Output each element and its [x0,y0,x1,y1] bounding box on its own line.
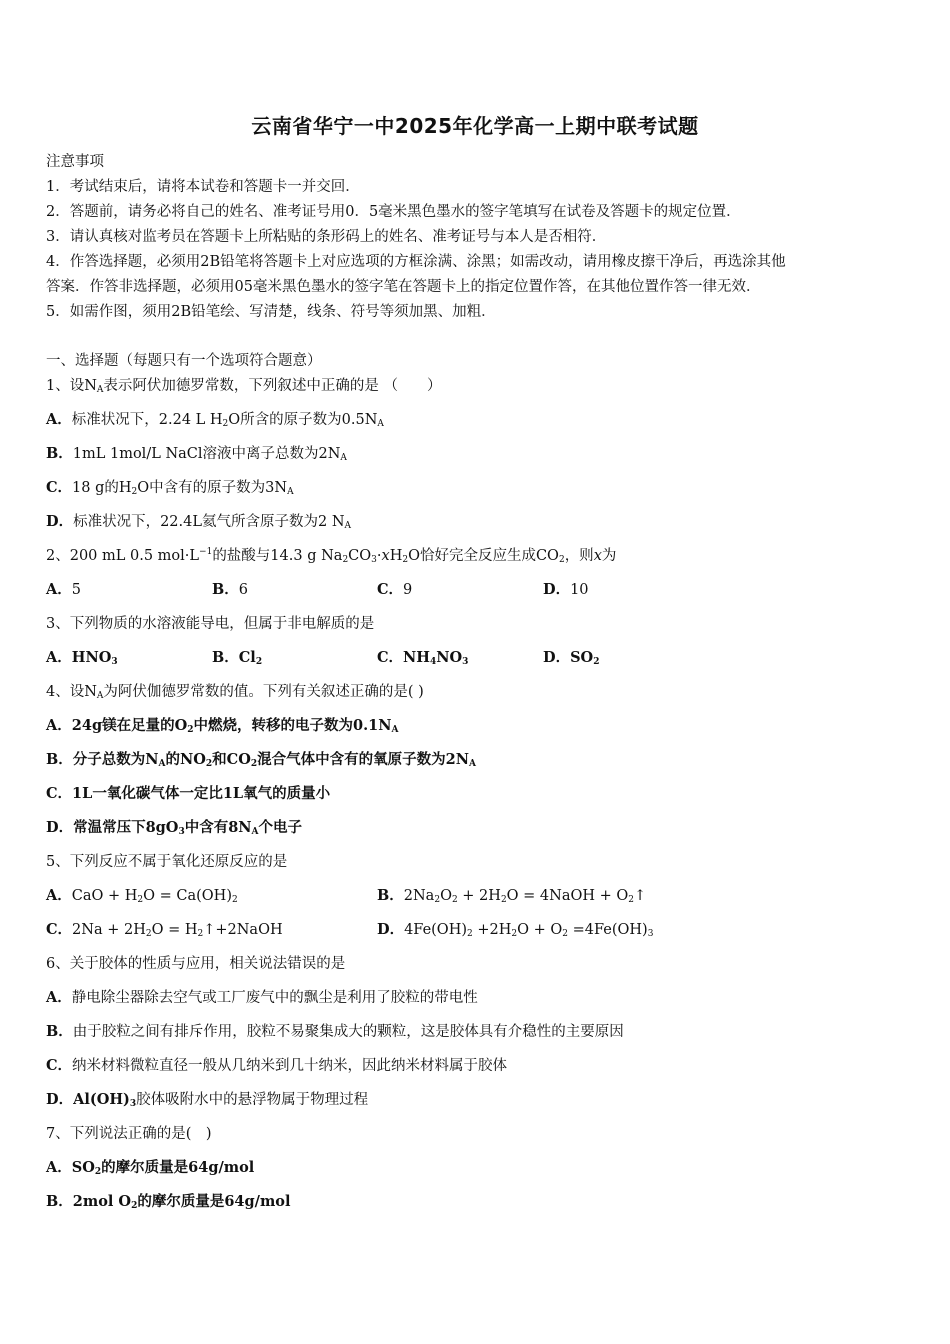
question-2-option-c: C．9 [377,581,413,598]
notice-item-4: 4．作答选择题，必须用2B铅笔将答题卡上对应选项的方框涂满、涂黑；如需改动，请用橡皮擦干净后，再选涂其他 [46,254,786,270]
notice-item-5: 5．如需作图，须用2B铅笔绘、写清楚，线条、符号等须加黑、加粗． [46,304,496,320]
page-title: 云南省华宁一中2025年化学高一上期中联考试题 [251,114,699,138]
question-4-option-a: A．24g镁在足量的$O_2$中燃烧，转移的电子数为$0.1N_A$ [46,717,399,735]
question-5-stem: 5、下列反应不属于氧化还原反应的是 [46,854,288,870]
section-heading: 一、选择题（每题只有一个选项符合题意） [46,353,322,369]
question-2-option-a: A．5 [46,581,81,598]
question-5-option-c: C．$2Na + 2H_2O$ = $H_2↑+2NaOH$ [46,921,283,939]
notice-item-4-cont: 答案．作答非选择题，必须用05毫米黑色墨水的签字笔在答题卡上的指定位置作答，在其他位置作答一律无效． [46,279,761,295]
notice-heading: 注意事项 [46,154,104,170]
question-7-option-a: A．$SO_2$的摩尔质量是64g/mol [46,1159,255,1177]
question-1-option-b: B．1mL 1mol/L NaCl溶液中离子总数为$2N_A$ [46,445,347,463]
question-4-option-b: B．分子总数为$N_A$的$NO_2$和$CO_2$混合气体中含有的氧原子数为$2N_A$ [46,751,476,769]
question-6-option-b: B．由于胶粒之间有排斥作用，胶粒不易聚集成大的颗粒，这是胶体具有介稳性的主要原因 [46,1023,624,1040]
question-6-option-a: A．静电除尘器除去空气或工厂废气中的飘尘是利用了胶粒的带电性 [46,989,478,1006]
question-7-option-b: B．2mol $O_2$的摩尔质量是64g/mol [46,1193,291,1211]
notice-item-1: 1．考试结束后，请将本试卷和答题卡一并交回． [46,179,360,195]
question-5-option-d: D．$4Fe(OH)_2 +2H_2O + O_2 =4Fe(OH)_3$ [377,921,654,939]
question-3-option-b: B．$Cl_2$ [212,649,263,667]
question-1-option-a: A．标准状况下，2.24 L $H_2O$所含的原子数为$0.5N_A$ [46,411,384,429]
question-5-option-b: B．$2Na_2O_2 + 2H_2O$ = 4NaOH + $O_2↑$ [377,887,647,905]
notice-item-2: 2．答题前，请务必将自己的姓名、准考证号用0．5毫米黑色墨水的签字笔填写在试卷及答题卡的规定位置． [46,204,741,220]
notice-item-3: 3．请认真核对监考员在答题卡上所粘贴的条形码上的姓名、准考证号与本人是否相符． [46,229,607,245]
question-2-stem: 2、200 mL 0.5 $mol\cdot L^{-1}$的盐酸与14.3 g $Na_2CO_3\cdot xH_2O$恰好完全反应生成$CO_2$，则x为 [46,547,617,565]
question-1-option-c: C．18 g的$H_2O$中含有的原子数为$3N_A$ [46,479,294,497]
question-7-stem: 7、下列说法正确的是( ) [46,1126,212,1142]
question-3-option-d: D．$SO_2$ [543,649,600,667]
question-1-option-d: D．标准状况下，22.4L氦气所含原子数为2 $N_A$ [46,513,352,531]
question-4-stem: 4、设$N_A$为阿伏伽德罗常数的值。下列有关叙述正确的是( ) [46,684,424,701]
question-2-option-d: D．10 [543,581,589,598]
question-6-option-c: C．纳米材料微粒直径一般从几纳米到几十纳米，因此纳米材料属于胶体 [46,1057,508,1074]
question-3-stem: 3、下列物质的水溶液能导电，但属于非电解质的是 [46,616,375,632]
question-4-option-c: C．1L一氧化碳气体一定比1L氧气的质量小 [46,785,331,802]
question-5-option-a: A．CaO + $H_2O = Ca(OH)_2$ [46,887,238,905]
question-6-option-d: D．$Al(OH)_3$胶体吸附水中的悬浮物属于物理过程 [46,1091,369,1109]
question-2-option-b: B．6 [212,581,248,598]
question-3-option-a: A．$HNO_3$ [46,649,118,667]
question-3-option-c: C．$NH_4NO_3$ [377,649,469,667]
question-4-option-d: D．常温常压下$8gO_3$中含有$8N_A$个电子 [46,819,303,837]
question-6-stem: 6、关于胶体的性质与应用，相关说法错误的是 [46,956,346,972]
question-1-stem: 1、设$N_A$表示阿伏加德罗常数，下列叙述中正确的是 （ ） [46,378,442,395]
